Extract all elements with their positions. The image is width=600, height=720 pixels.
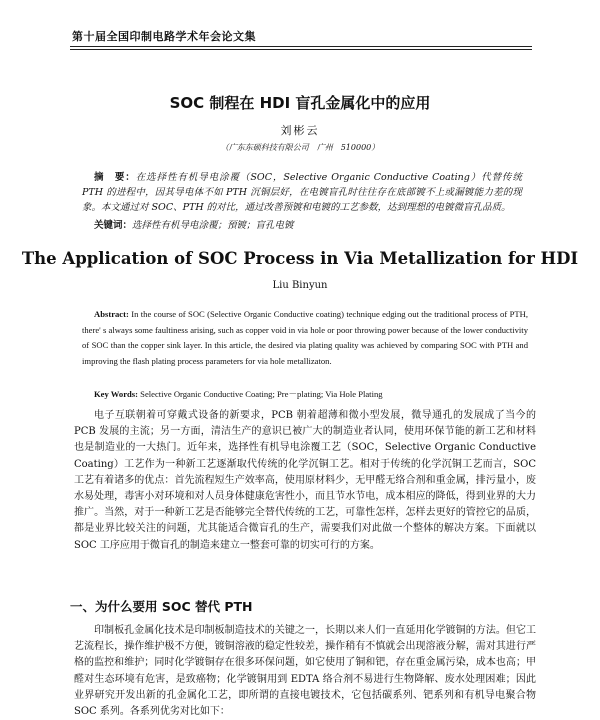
abstract-english-text: In the course of SOC (Selective Organic Conductive coating) technique edging out the traditional process of PTH, there' s always some faultiness arising, such as copper void in via hole or poor throwing power because of the lower conductivity of SOC than the copper sink layer. In this article, the desired via plating quality was achieved by comparing SOC with PTH and improving the flash plating process parameters for via hole metallizaton.: [82, 309, 528, 366]
paper-title-chinese: SOC 制程在 HDI 盲孔金属化中的应用: [169, 94, 431, 112]
keywords-english: [94, 387, 534, 402]
abstract-chinese-label: 摘 要：: [94, 172, 136, 183]
section-paragraph: 印制板孔金属化技术是印制板制造技术的关键之一，长期以来人们一直延用化学镀铜的方法。但它工艺流程长，操作维护极不方便，镀铜溶液的稳定性较差，操作稍有不慎就会出现溶液分解，需对其进行严格的监控和维护；同时化学镀铜存在很多环保问题，如它使用了铜和钯，存在重金属污染，成本也高；甲醛对生态环境有危害，是致癌物；化学镀铜用到 EDTA 络合剂不易进行生物降解、废水处理困难；因此业界研究开发出新的孔金属化工艺，即所谓的直接电镀技术，它包括碳系列、钯系列和有机导电聚合物 SOC 系列。各系列优劣对比如下：: [74, 625, 536, 718]
abstract-english-label: Abstract:: [94, 309, 129, 319]
running-head: 第十届全国印制电路学术年会论文集: [72, 30, 256, 43]
keywords-chinese: [94, 218, 524, 233]
abstract-chinese: [82, 170, 522, 215]
author-english: Liu Binyun: [272, 280, 328, 291]
keywords-chinese-label: 关键词：: [94, 220, 133, 231]
keywords-chinese-text: 选择性有机导电涂覆；預镀；盲孔电镀: [132, 220, 294, 231]
abstract-english: [82, 307, 528, 369]
affiliation-chinese: （广东东硕科技有限公司 广州 510000）: [220, 143, 380, 152]
abstract-chinese-text: 在选择性有机导电涂覆（SOC，Selective Organic Conductive Coating）代替传统 PTH 的进程中，因其导电体不如 PTH 沉铜层好，在电镀盲孔时往往存在底部镀不上或漏镀能力差的现象。本文通过对 SOC、PTH 的对比，通过改善预镀和电镀的工艺参数，达到理想的电镀微盲孔品质。: [82, 172, 522, 213]
keywords-english-text: Selective Organic Conductive Coating; Pre－plating; Via Hole Plating: [140, 389, 383, 399]
section-heading: 一、为什么要用 SOC 替代 PTH: [70, 599, 253, 614]
author-chinese: 刘彬云: [280, 124, 320, 137]
keywords-english-label: Key Words:: [94, 389, 139, 399]
paper-title-english: The Application of SOC Process in Via Metallization for HDI: [21, 249, 579, 268]
header-rule: [70, 46, 532, 50]
intro-paragraph: 电子互联朝着可穿戴式设备的新要求，PCB 朝着超薄和微小型发展，微导通孔的发展成了当今的 PCB 发展的主流；另一方面，清洁生产的意识已被广大的制造业者认同，使用环保节能的新工艺和材料也是制造业的一大热门。近年来，选择性有机导电涂覆工艺（SOC，Selective Organic Conductive Coating）工艺作为一种新工艺逐渐取代传统的化学沉铜工艺。相对于传统的化学沉铜工艺而言，SOC 工艺有着诸多的优点：首先流程短生产效率高，使用原材料少，无甲醛无络合剂和重金属，排污量小，废水易处理，毒害小对环境和对人员身体健康危害性小，而且节水节电，成本相应的降低，得到业界的大力推广。当然，对于一种新工艺是否能够完全替代传统的工艺，可靠性怎样，怎样去更好的管控它的品质，都是业界比较关注的问题，尤其能适合微盲孔的生产，需要我们对此做一个整体的解决方案。下面就以 SOC 工序应用于微盲孔的制造来建立一整套可靠的切实可行的方案。: [74, 410, 536, 551]
